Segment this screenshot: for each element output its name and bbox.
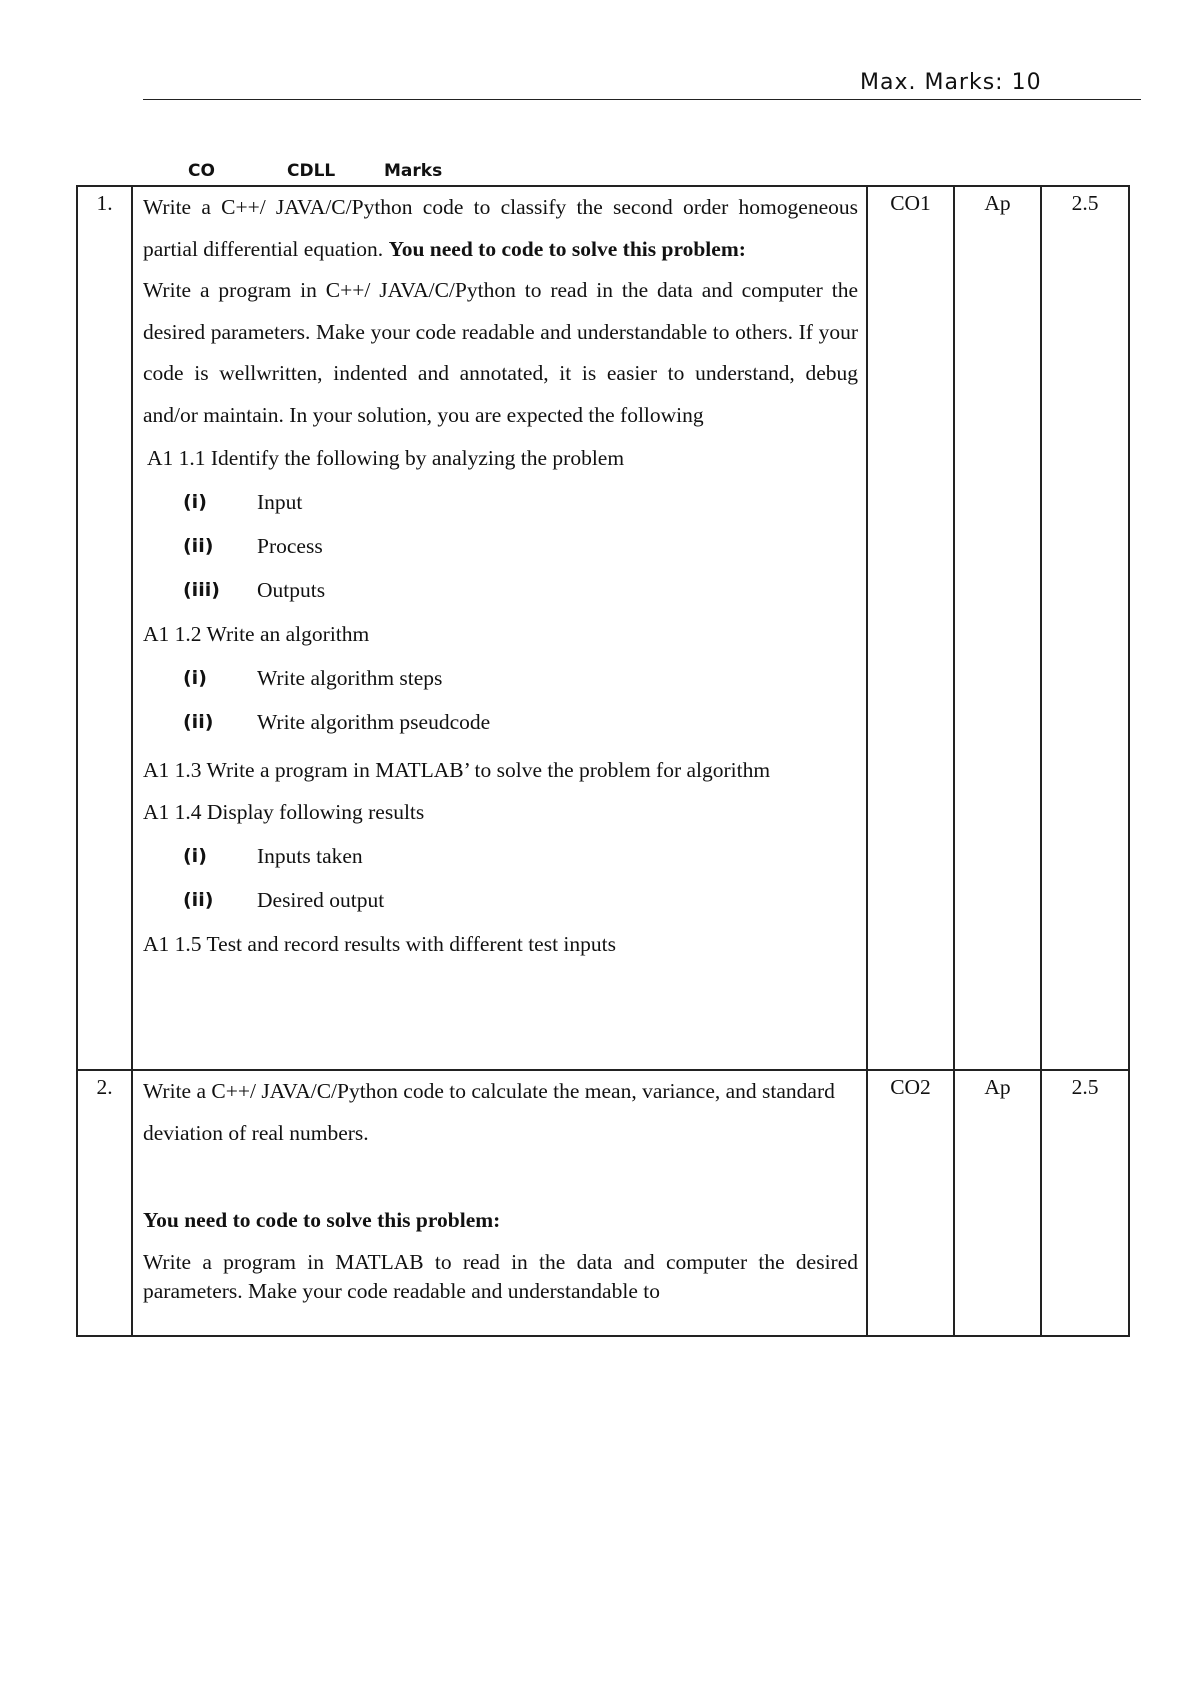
item-text: Process	[257, 533, 323, 558]
question-intro: Write a C++/ JAVA/C/Python code to classify the second order homogeneous partial differential equation.	[143, 195, 858, 261]
question-body	[132, 1070, 867, 1336]
task-item	[183, 656, 858, 700]
item-text: Outputs	[257, 577, 326, 602]
task-item	[183, 568, 858, 612]
column-header-co: CO	[188, 161, 215, 181]
bold-note: You need to code to solve this problem:	[388, 236, 746, 261]
instructions-paragraph: Write a program in C++/ JAVA/C/Python to read in the data and computer the desired parameters. Make your code readable and understandable to others. If your code is wellwritten, indented and annotated, it is easier to understand, debug and/or maintain. In your solution, you are expected the following	[143, 278, 858, 427]
item-number: (i)	[183, 667, 207, 689]
instructions-paragraph: Write a program in MATLAB to read in the data and computer the desired parameters. Make your code readable and understandable to	[143, 1249, 858, 1303]
task-label: A1 1.5 Test and record results with different test inputs	[143, 932, 616, 956]
column-header-marks: Marks	[384, 161, 443, 181]
task-item	[183, 480, 858, 524]
item-number: (ii)	[183, 889, 214, 911]
task-label: A1 1.3 Write a program in MATLAB’ to solve the problem for algorithm	[143, 758, 771, 782]
co-value: CO2	[867, 1070, 954, 1336]
cdll-value: Ap	[954, 1070, 1041, 1336]
item-text: Input	[257, 489, 303, 514]
bold-note: You need to code to solve this problem:	[143, 1208, 501, 1232]
item-text: Inputs taken	[257, 843, 363, 868]
task-label: A1 1.4 Display following results	[143, 800, 425, 824]
question-row-2	[77, 1070, 1129, 1336]
item-text: Desired output	[257, 887, 385, 912]
question-text	[143, 187, 858, 270]
marks-value: 2.5	[1041, 1070, 1129, 1336]
item-number: (i)	[183, 491, 207, 513]
task-item	[183, 700, 858, 744]
question-number: 2.	[77, 1070, 132, 1336]
task-item	[183, 524, 858, 568]
cdll-value: Ap	[954, 186, 1041, 1070]
question-body	[132, 186, 867, 1070]
task-item	[183, 878, 858, 922]
item-text: Write algorithm steps	[257, 665, 443, 690]
question-number: 1.	[77, 186, 132, 1070]
item-number: (ii)	[183, 535, 214, 557]
item-number: (ii)	[183, 711, 214, 733]
item-number: (i)	[183, 845, 207, 867]
task-item	[183, 834, 858, 878]
item-number: (iii)	[183, 579, 220, 601]
header-rule	[143, 99, 1141, 100]
item-text: Write algorithm pseudcode	[257, 709, 491, 734]
task-label: A1 1.1 Identify the following by analyzing the problem	[147, 446, 625, 470]
question-table	[76, 185, 1130, 1337]
question-intro: Write a C++/ JAVA/C/Python code to calculate the mean, variance, and standard deviation of real numbers.	[143, 1079, 835, 1145]
max-marks-header: Max. Marks: 10	[860, 70, 1042, 95]
column-header-cdll: CDLL	[287, 161, 336, 181]
task-label: A1 1.2 Write an algorithm	[143, 622, 370, 646]
marks-value: 2.5	[1041, 186, 1129, 1070]
co-value: CO1	[867, 186, 954, 1070]
question-row-1	[77, 186, 1129, 1070]
